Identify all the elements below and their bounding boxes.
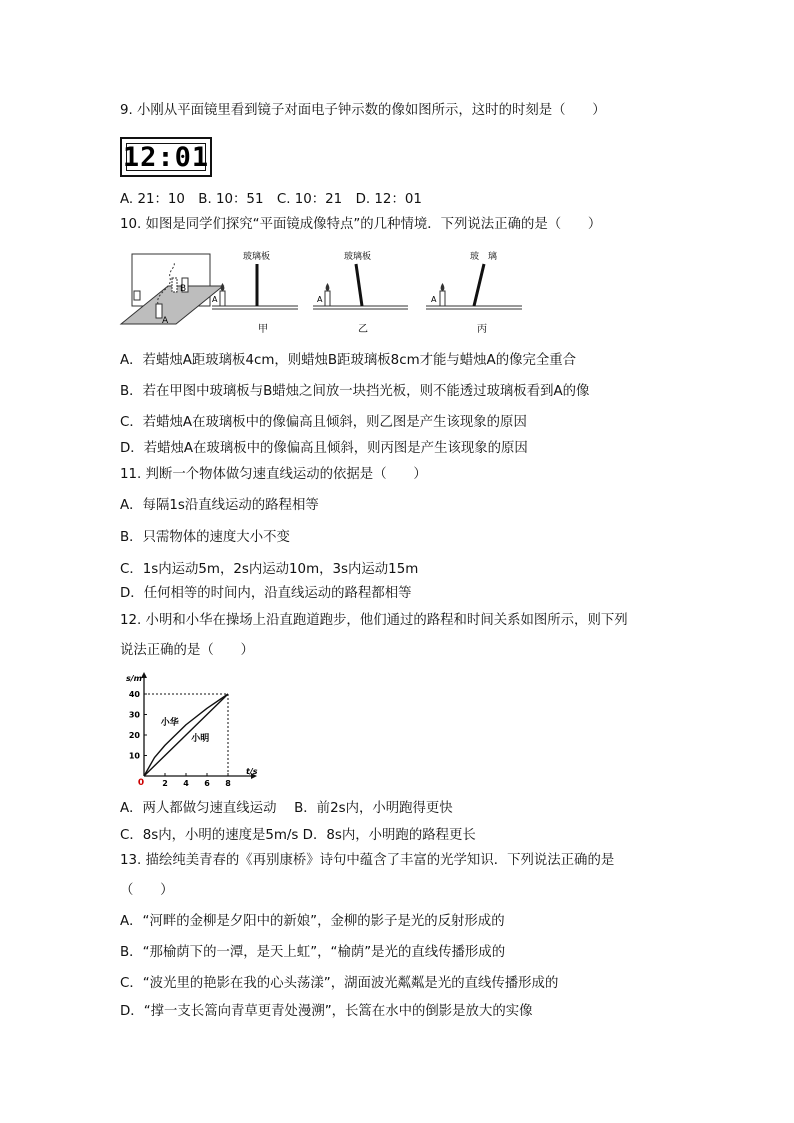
q11-option-a: A．每隔1s沿直线运动的路程相等 (120, 498, 319, 513)
label-glass-yi: 玻璃板 (344, 252, 372, 262)
q11-option-c: C．1s内运动5m，2s内运动10m，3s内运动15m (120, 562, 419, 577)
x-tick-label: 2 (162, 779, 168, 788)
label-A-jia: A (212, 295, 218, 304)
q13-stem-line1: 13. 描绘纯美青春的《再别康桥》诗句中蕴含了丰富的光学知识．下列说法正确的是 (120, 853, 615, 868)
q13-option-d: D．“撑一支长篙向青草更青处漫溯”，长篙在水中的倒影是放大的实像 (120, 1004, 533, 1019)
q12-distance-time-chart (118, 670, 268, 790)
label-glass-bing-1: 玻 (470, 252, 480, 262)
label-A-yi: A (317, 295, 323, 304)
y-tick-label: 10 (128, 751, 140, 761)
q13-option-c: C．“波光里的艳影在我的心头荡漾”，湖面波光粼粼是光的直线传播形成的 (120, 976, 559, 991)
series-label-xiaoming: 小明 (191, 734, 210, 745)
digital-clock-image (120, 137, 212, 177)
label-glass-bing-2: 璃 (488, 252, 498, 262)
caption-bing: 丙 (477, 324, 487, 335)
y-tick-label: 20 (128, 731, 140, 740)
q10-option-c: C．若蜡烛A在玻璃板中的像偏高且倾斜，则乙图是产生该现象的原因 (120, 415, 527, 430)
q12-options-ab: A．两人都做匀速直线运动 B．前2s内，小明跑得更快 (120, 801, 453, 816)
figure-jia (212, 250, 298, 335)
q12-stem-line1: 12. 小明和小华在操场上沿直跑道跑步，他们通过的路程和时间关系如图所示，则下列 (120, 613, 628, 628)
q13-option-a: A．“河畔的金柳是夕阳中的新娘”，金柳的影子是光的反射形成的 (120, 914, 505, 929)
q10-option-d: D．若蜡烛A在玻璃板中的像偏高且倾斜，则丙图是产生该现象的原因 (120, 441, 528, 456)
q13-stem-line2: （ ） (120, 883, 174, 898)
figure-bing (426, 250, 522, 335)
q10-option-b: B．若在甲图中玻璃板与B蜡烛之间放一块挡光板，则不能透过玻璃板看到A的像 (120, 384, 590, 399)
q9-options: A. 21：10 B. 10：51 C. 10：21 D. 12：01 (120, 192, 422, 207)
y-tick-label: 40 (128, 690, 140, 699)
caption-yi: 乙 (358, 324, 368, 335)
figure-yi (313, 250, 408, 335)
label-glass-jia: 玻璃板 (243, 252, 271, 262)
caption-jia: 甲 (258, 324, 268, 335)
x-axis-label: t/s (246, 767, 258, 776)
x-tick-label: 8 (225, 779, 231, 788)
label-B: B (180, 284, 187, 294)
q11-option-b: B．只需物体的速度大小不变 (120, 530, 290, 545)
figure-perspective-view (121, 254, 223, 326)
q9-stem: 9. 小刚从平面镜里看到镜子对面电子钟示数的像如图所示，这时的时刻是（ ） (120, 103, 606, 118)
q12-stem-line2: 说法正确的是（ ） (120, 643, 254, 658)
x-tick-label: 4 (183, 779, 189, 788)
series-label-xiaohua: 小华 (160, 717, 179, 728)
q10-figure (118, 248, 526, 340)
label-A-bing: A (431, 295, 437, 304)
origin-label: 0 (137, 778, 145, 788)
series-line-xiaoming (144, 694, 228, 776)
y-tick-label: 30 (128, 710, 140, 720)
y-axis-label: s/m (126, 674, 143, 683)
q12-options-cd: C．8s内，小明的速度是5m/s D．8s内，小明跑的路程更长 (120, 828, 476, 843)
q11-stem: 11. 判断一个物体做匀速直线运动的依据是（ ） (120, 467, 427, 482)
clock-digits: 12:01 (122, 141, 210, 173)
q10-stem: 10. 如图是同学们探究“平面镜成像特点”的几种情境．下列说法正确的是（ ） (120, 217, 602, 232)
x-tick-label: 6 (204, 779, 210, 788)
q11-option-d: D．任何相等的时间内，沿直线运动的路程都相等 (120, 586, 412, 601)
q10-option-a: A．若蜡烛A距玻璃板4cm，则蜡烛B距玻璃板8cm才能与蜡烛A的像完全重合 (120, 353, 577, 368)
label-A-perspective: A (162, 316, 169, 326)
q13-option-b: B．“那榆荫下的一潭，是天上虹”，“榆荫”是光的直线传播形成的 (120, 945, 506, 960)
